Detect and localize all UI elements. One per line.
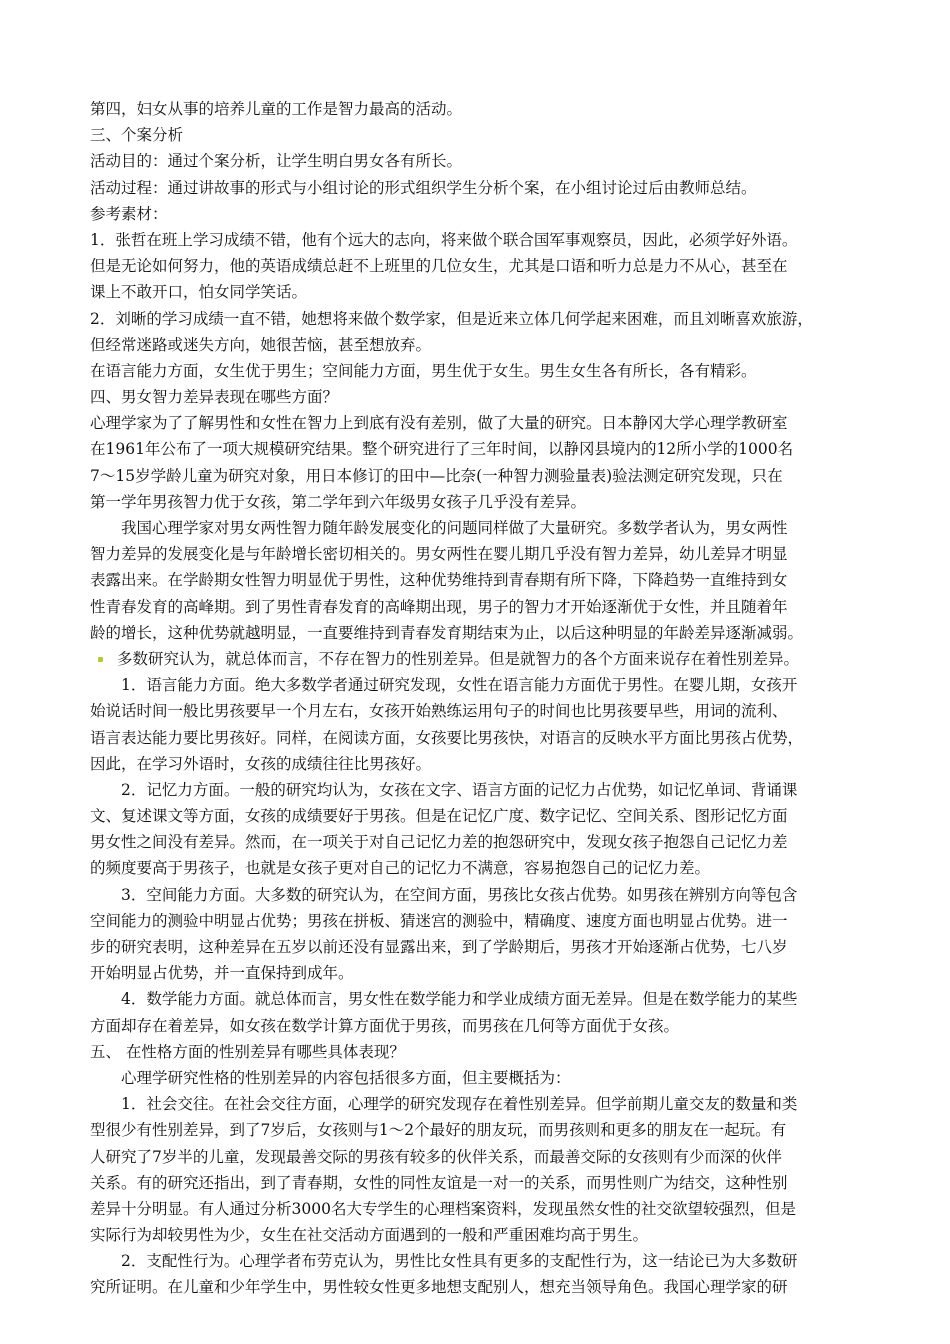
text-line: 智力差异的发展变化是与年龄增长密切相关的。男女两性在婴儿期几乎没有智力差异，幼儿差异才明显 [90, 545, 788, 564]
text-line: 因此，在学习外语时，女孩的成绩往往比男孩好。 [90, 754, 432, 773]
text-line: 但经常迷路或迷失方向，她很苦恼，甚至想放弃。 [90, 335, 432, 354]
text-line: 究所证明。在儿童和少年学生中，男性较女性更多地想支配别人，想充当领导角色。我国心理学家的研 [90, 1278, 788, 1297]
text-line: 步的研究表明，这种差异在五岁以前还没有显露出来，到了学龄期后，男孩才开始逐渐占优势，七八岁 [90, 938, 788, 956]
text-line: 3．空间能力方面。大多数的研究认为，在空间方面，男孩比女孩占优势。如男孩在辨别方向等包含 [121, 885, 798, 904]
text-line: 2．记忆力方面。一般的研究均认为，女孩在文字、语言方面的记忆力占优势，如记忆单词、背诵课 [121, 780, 798, 799]
text-line: 心理学家为了了解男性和女性在智力上到底有没有差别，做了大量的研究。日本静冈大学心理学教研室 [90, 414, 788, 433]
section-heading: 四、男女智力差异表现在哪些方面？ [90, 388, 339, 407]
text-line: 开始明显占优势，并一直保持到成年。 [90, 964, 354, 983]
text-line: 始说话时间一般比男孩要早一个月左右，女孩开始熟练运用句子的时间也比男孩要早些，用词的流利、 [90, 702, 788, 721]
text-line: 心理学研究性格的性别差异的内容包括很多方面，但主要概括为： [121, 1068, 571, 1087]
text-line: 2．支配性行为。心理学者布劳克认为，男性比女性具有更多的支配性行为，这一结论已为大多数研 [121, 1252, 798, 1271]
text-line: 我国心理学家对男女两性智力随年龄发展变化的问题同样做了大量研究。多数学者认为，男女两性 [121, 519, 788, 537]
text-line: 2．刘晰的学习成绩一直不错，她想将来做个数学家，但是近来立体几何学起来困难，而且刘晰喜欢旅游， [90, 309, 813, 328]
section-heading: 三、个案分析 [90, 126, 184, 145]
text-line: 在1961年公布了一项大规模研究结果。整个研究进行了三年时间，以静冈县境内的12所小学的1000名 [90, 440, 794, 459]
text-line: 活动过程：通过讲故事的形式与小组讨论的形式组织学生分析个案，在小组讨论过后由教师总结。 [90, 178, 757, 197]
text-line: 差异十分明显。有人通过分析3000名大专学生的心理档案资料，发现虽然女性的社交欲望较强烈，但是 [90, 1199, 796, 1218]
text-line: 龄的增长，这种优势就越明显，一直要维持到青春发育期结束为止，以后这种明显的年龄差异逐渐减弱。 [90, 623, 804, 642]
text-line-with-mark [90, 646, 870, 672]
text-line: 的频度要高于男孩子，也就是女孩子更对自己的记忆力不满意，容易抱怨自己的记忆力差。 [90, 859, 711, 878]
text-line: 活动目的：通过个案分析，让学生明白男女各有所长。 [90, 152, 463, 171]
text-line: 7～15岁学龄儿童为研究对象，用日本修订的田中—比奈(一种智力测验量表)验法测定研究发现，只在 [90, 466, 783, 485]
text-line: 1．张哲在班上学习成绩不错，他有个远大的志向，将来做个联合国军事观察员，因此，必须学好外语。 [90, 230, 798, 249]
text-line: 第四，妇女从事的培养儿童的工作是智力最高的活动。 [90, 100, 463, 118]
scan-mark-icon [98, 657, 103, 662]
text-line: 1．语言能力方面。绝大多数学者通过研究发现，女性在语言能力方面优于男性。在婴儿期，女孩开 [121, 676, 798, 695]
text-line: 空间能力的测验中明显占优势；男孩在拼板、猜迷宫的测验中，精确度、速度方面也明显占优势。进一 [90, 911, 788, 930]
text-line: 文、复述课文等方面，女孩的成绩要好于男孩。但是在记忆广度、数字记忆、空间关系、图形记忆方面 [90, 807, 788, 826]
text-line: 表露出来。在学龄期女性智力明显优于男性，这种优势维持到青春期有所下降，下降趋势一直维持到女 [90, 571, 788, 590]
document-body [90, 96, 870, 1301]
text-line: 型很少有性别差异，到了7岁后，女孩则与1～2个最好的朋友玩，而男孩则和更多的朋友在一起玩。有 [90, 1121, 787, 1140]
section-heading: 五、 在性格方面的性别差异有哪些具体表现？ [90, 1042, 405, 1061]
text-line: 关系。有的研究还指出，到了青春期，女性的同性友谊是一对一的关系，而男性则广为结交，这种性别 [90, 1173, 788, 1192]
text-line: 4．数学能力方面。就总体而言，男女性在数学能力和学业成绩方面无差异。但是在数学能力的某些 [121, 990, 798, 1009]
text-line: 人研究了7岁半的儿童，发现最善交际的男孩有较多的伙伴关系，而最善交际的女孩则有少而深的伙伴 [90, 1147, 782, 1166]
text-line: 方面却存在着差异，如女孩在数学计算方面优于男孩，而男孩在几何等方面优于女孩。 [90, 1016, 680, 1035]
text-line: 1．社会交往。在社会交往方面，心理学的研究发现存在着性别差异。但学前期儿童交友的数量和类 [121, 1095, 798, 1114]
text-line: 但是无论如何努力，他的英语成绩总赶不上班里的几位女生，尤其是口语和听力总是力不从心，甚至在 [90, 257, 788, 276]
text-line: 性青春发育的高峰期。到了男性青春发育的高峰期出现，男子的智力才开始逐渐优于女性，并且随着年 [90, 597, 788, 616]
text-line: 实际行为却较男性为少，女生在社交活动方面遇到的一般和严重困难均高于男生。 [90, 1226, 649, 1245]
text-line: 男女性之间没有差异。然而，在一项关于对自己记忆力差的抱怨研究中，发现女孩子抱怨自己记忆力差 [90, 833, 788, 852]
text-line: 第一学年男孩智力优于女孩，第二学年到六年级男女孩子几乎没有差异。 [90, 492, 587, 511]
text-line: 语言表达能力要比男孩好。同样，在阅读方面，女孩要比男孩快，对语言的反映水平方面比男孩占优势， [90, 728, 804, 747]
text-line: 课上不敢开口，怕女同学笑话。 [90, 283, 308, 302]
text-span: 多数研究认为，就总体而言，不存在智力的性别差异。但是就智力的各个方面来说存在着性别差异。 [117, 649, 800, 668]
text-line: 在语言能力方面，女生优于男生；空间能力方面，男生优于女生。男生女生各有所长，各有精彩。 [90, 361, 757, 380]
text-line: 参考素材： [90, 204, 168, 223]
